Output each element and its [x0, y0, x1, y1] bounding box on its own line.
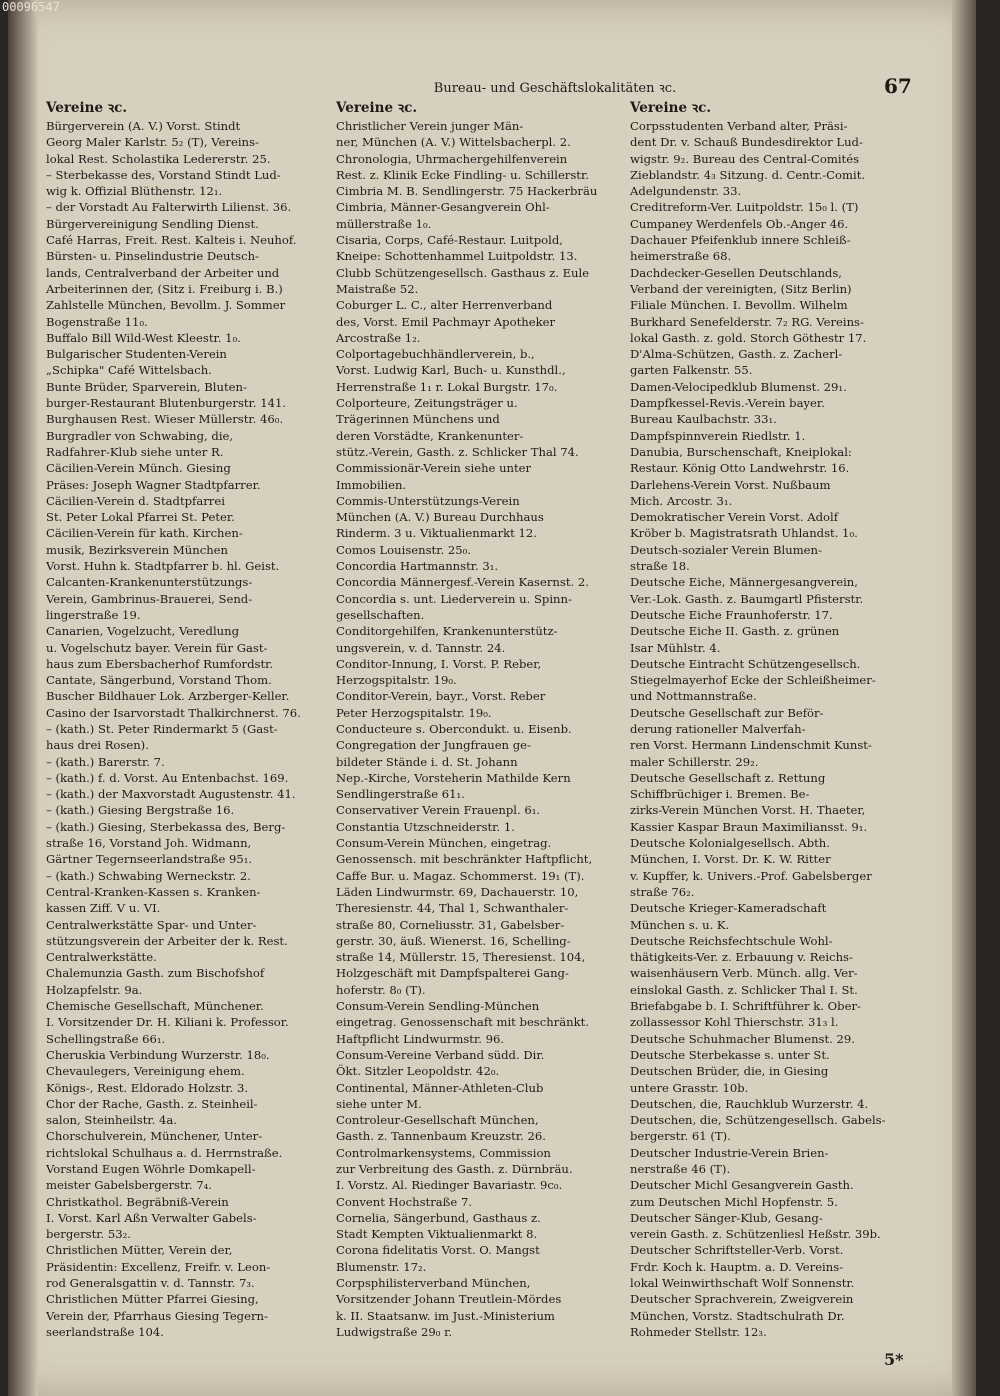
directory-entry-line: haus drei Rosen). — [46, 738, 149, 753]
directory-entry-line: Centralwerkstätte. — [46, 950, 157, 965]
directory-entry-line: Verein, Gambrinus-Brauerei, Send- — [46, 591, 253, 606]
directory-entry-line: Conditor-Innung, I. Vorst. P. Reber, — [336, 656, 542, 671]
directory-entry-line: Corpsstudenten Verband alter, Präsi- — [630, 119, 848, 133]
directory-column-2 — [336, 100, 626, 1340]
directory-entry-line: Corpsphilisterverband München, — [336, 1276, 531, 1291]
directory-entry-line: Radfahrer-Klub siehe unter R. — [46, 444, 224, 459]
directory-entry-line: Bureau Kaulbachstr. 33₁. — [630, 412, 777, 427]
column-heading: Vereine ꝛc. — [46, 100, 128, 116]
directory-entry-line: eingetrag. Genossenschaft mit beschränkt. — [336, 1015, 590, 1030]
directory-entry-line: verein Gasth. z. Schützenliesl Heßstr. 39b. — [630, 1227, 881, 1242]
directory-entry-line: Genossensch. mit beschränkter Haftpflicht, — [336, 852, 593, 867]
directory-entry-line: Kneipe: Schottenhammel Luitpoldstr. 13. — [336, 249, 578, 264]
directory-entry-line: Kröber b. Magistratsrath Uhlandst. 1₀. — [630, 526, 858, 541]
directory-entry-line: Consum-Verein München, eingetrag. — [336, 836, 552, 851]
directory-entry-line: Coburger L. C., alter Herrenverband — [336, 298, 553, 313]
directory-entry-line: stützungsverein der Arbeiter der k. Rest. — [46, 933, 288, 948]
directory-entry-line: Cisaria, Corps, Café-Restaur. Luitpold, — [336, 233, 563, 248]
directory-entry-line: Deutscher Schriftsteller-Verb. Vorst. — [630, 1243, 844, 1258]
directory-entry-line: Immobilien. — [336, 477, 407, 492]
directory-entry-line: Cornelia, Sängerbund, Gasthaus z. — [336, 1210, 541, 1225]
directory-entry-line: Arbeiterinnen der, (Sitz i. Freiburg i. B.) — [46, 281, 283, 296]
directory-entry-line: I. Vorst. Karl Aßn Verwalter Gabels- — [46, 1210, 257, 1225]
directory-entry-line: wig k. Offizial Blüthenstr. 12₁. — [46, 184, 223, 199]
directory-entry-line: Deutschen Brüder, die, in Giesing — [630, 1064, 829, 1079]
directory-entry-line: und Nottmannstraße. — [630, 689, 757, 704]
directory-entry-line: Bogenstraße 11₀. — [46, 314, 148, 329]
directory-entry-line: Buscher Bildhauer Lok. Arzberger-Keller. — [46, 689, 290, 704]
directory-entry-line: Chevaulegers, Vereinigung ehem. — [46, 1064, 245, 1079]
directory-entry-line: Briefabgabe b. I. Schriftführer k. Ober- — [630, 999, 861, 1014]
directory-entry-line: Centralwerkstätte Spar- und Unter- — [46, 917, 257, 932]
directory-entry-line: ren Vorst. Hermann Lindenschmit Kunst- — [630, 738, 872, 753]
directory-entry-line: – (kath.) St. Peter Rindermarkt 5 (Gast- — [46, 721, 278, 736]
directory-entry-line: musik, Bezirksverein München — [46, 542, 228, 557]
directory-entry-line: Concordia s. unt. Liederverein u. Spinn- — [336, 591, 572, 606]
directory-entry-line: garten Falkenstr. 55. — [630, 363, 753, 378]
directory-entry-line: Rest. z. Klinik Ecke Findling- u. Schillerstr. — [336, 167, 589, 182]
directory-entry-line: Cäcilien-Verein d. Stadtpfarrei — [46, 493, 225, 508]
directory-entry-line: I. Vorstz. Al. Riedinger Bavariastr. 9c₀. — [336, 1178, 563, 1193]
previous-page-edge — [8, 0, 38, 1396]
directory-entry-line: Concordia Männergesf.-Verein Kasernst. 2. — [336, 575, 589, 590]
directory-entry-line: zollassessor Kohl Thierschstr. 31₃ l. — [630, 1015, 839, 1030]
directory-entry-line: Rinderm. 3 u. Viktualienmarkt 12. — [336, 526, 537, 541]
directory-entry-line: straße 76₂. — [630, 884, 695, 899]
directory-entry-line: hoferstr. 8₀ (T). — [336, 982, 426, 997]
directory-entry-line: Frdr. Koch k. Hauptm. a. D. Vereins- — [630, 1259, 844, 1274]
directory-entry-line: Läden Lindwurmstr. 69, Dachauerstr. 10, — [336, 884, 579, 899]
directory-entry-line: Colportagebuchhändlerverein, b., — [336, 347, 535, 362]
directory-entry-line: Chor der Rache, Gasth. z. Steinheil- — [46, 1096, 258, 1111]
directory-entry-line: Bunte Brüder, Sparverein, Bluten- — [46, 379, 247, 394]
running-header: Bureau- und Geschäftslokalitäten ꝛc. — [433, 81, 677, 96]
directory-entry-line: Cumpaney Werdenfels Ob.-Anger 46. — [630, 216, 849, 231]
directory-entry-line: Peter Herzogspitalstr. 19₀. — [336, 705, 492, 720]
directory-entry-line: Burgradler von Schwabing, die, — [46, 428, 234, 443]
directory-entry-line: Trägerinnen Münchens und — [336, 412, 500, 427]
directory-entry-line: Casino der Isarvorstadt Thalkirchnerst. 76. — [46, 705, 301, 720]
directory-entry-line: Holzapfelstr. 9a. — [46, 982, 143, 997]
directory-entry-line: Deutschen, die, Schützengesellsch. Gabels- — [630, 1113, 886, 1128]
directory-entry-line: Clubb Schützengesellsch. Gasthaus z. Eule — [336, 265, 590, 280]
directory-entry-line: einslokal Gasth. z. Schlicker Thal I. St. — [630, 982, 858, 997]
directory-entry-line: Café Harras, Freit. Rest. Kalteis i. Neuhof. — [46, 233, 297, 248]
directory-entry-line: Stadt Kempten Viktualienmarkt 8. — [336, 1227, 538, 1242]
directory-entry-line: Vorst. Ludwig Karl, Buch- u. Kunsthdl., — [336, 363, 566, 378]
directory-entry-line: Burkhard Senefelderstr. 7₂ RG. Vereins- — [630, 314, 864, 329]
directory-entry-line: – (kath.) f. d. Vorst. Au Entenbachst. 169. — [46, 770, 289, 785]
directory-entry-line: Congregation der Jungfrauen ge- — [336, 738, 531, 753]
directory-entry-line: Christlichen Mütter Pfarrei Giesing, — [46, 1292, 259, 1307]
directory-entry-line: Ludwigstraße 29₀ r. — [336, 1324, 453, 1339]
directory-entry-line: burger-Restaurant Blutenburgerstr. 141. — [46, 396, 287, 411]
directory-entry-line: Deutscher Sprachverein, Zweigverein — [630, 1292, 854, 1307]
directory-entry-line: richtslokal Schulhaus a. d. Herrnstraße. — [46, 1145, 283, 1160]
directory-entry-line: v. Kupffer, k. Univers.-Prof. Gabelsberger — [630, 868, 872, 883]
directory-entry-line: München (A. V.) Bureau Durchhaus — [336, 510, 544, 525]
directory-entry-line: lokal Rest. Scholastika Ledererstr. 25. — [46, 151, 271, 166]
directory-entry-line: Georg Maler Karlstr. 5₂ (T), Vereins- — [46, 135, 259, 150]
directory-entry-line: lokal Gasth. z. gold. Storch Göthestr 17. — [630, 330, 867, 345]
directory-entry-line: Bürgerverein (A. V.) Vorst. Stindt — [46, 119, 241, 133]
directory-entry-line: Zieblandstr. 4₃ Sitzung. d. Centr.-Comit. — [630, 167, 866, 182]
directory-entry-line: Blumenstr. 17₂. — [336, 1259, 427, 1274]
column-heading: Vereine ꝛc. — [630, 100, 712, 116]
directory-entry-line: ner, München (A. V.) Wittelsbacherpl. 2. — [336, 135, 571, 150]
directory-entry-line: Stiegelmayerhof Ecke der Schleißheimer- — [630, 673, 876, 688]
directory-entry-line: Christlichen Mütter, Verein der, — [46, 1243, 233, 1258]
directory-entry-line: lands, Centralverband der Arbeiter und — [46, 265, 280, 280]
directory-entry-line: gesellschaften. — [336, 607, 425, 622]
directory-entry-line: Ver.-Lok. Gasth. z. Baumgartl Pfisterstr. — [630, 591, 864, 606]
next-page-edge — [952, 0, 976, 1396]
directory-entry-line: Darlehens-Verein Vorst. Nußbaum — [630, 477, 831, 492]
signature-mark: 5* — [884, 1350, 904, 1369]
directory-entry-line: Schiffbrüchiger i. Bremen. Be- — [630, 787, 810, 802]
directory-entry-line: – (kath.) Schwabing Werneckstr. 2. — [46, 868, 251, 883]
directory-entry-line: Danubia, Burschenschaft, Kneiplokal: — [630, 444, 852, 459]
directory-entry-line: Damen-Velocipedklub Blumenst. 29₁. — [630, 379, 847, 394]
directory-entry-line: heimerstraße 68. — [630, 249, 732, 264]
directory-entry-line: Rohmeder Stellstr. 12₃. — [630, 1324, 767, 1339]
directory-entry-line: haus zum Ebersbacherhof Rumfordstr. — [46, 656, 274, 671]
directory-entry-line: Chronologia, Uhrmachergehilfenverein — [336, 151, 568, 166]
directory-entry-line: Commis-Unterstützungs-Verein — [336, 493, 520, 508]
directory-entry-line: Cimbria, Männer-Gesangverein Ohl- — [336, 200, 550, 215]
directory-entry-line: Deutschen, die, Rauchklub Wurzerstr. 4. — [630, 1096, 869, 1111]
directory-entry-line: thätigkeits-Ver. z. Erbauung v. Reichs- — [630, 950, 853, 965]
directory-entry-line: straße 80, Corneliusstr. 31, Gabelsber- — [336, 917, 565, 932]
directory-entry-line: seerlandstraße 104. — [46, 1324, 164, 1339]
directory-entry-line: Holzgeschäft mit Dampfspalterei Gang- — [336, 966, 569, 981]
directory-entry-line: Bulgarischer Studenten-Verein — [46, 347, 227, 362]
directory-entry-line: derung rationeller Malverfah- — [630, 721, 806, 736]
directory-entry-line: Dampfspinnverein Riedlstr. 1. — [630, 428, 806, 443]
directory-entry-line: gerstr. 30, äuß. Wienerst. 16, Schelling- — [336, 933, 571, 948]
directory-entry-line: Haftpflicht Lindwurmstr. 96. — [336, 1031, 505, 1046]
page-number: 67 — [884, 74, 912, 98]
directory-entry-line: Deutsche Eintracht Schützengesellsch. — [630, 656, 861, 671]
directory-entry-line: Dampfkessel-Revis.-Verein bayer. — [630, 396, 825, 411]
directory-entry-line: Buffalo Bill Wild-West Kleestr. 1₀. — [46, 330, 241, 345]
directory-entry-line: Adelgundenstr. 33. — [630, 184, 742, 199]
directory-entry-line: Schellingstraße 66₁. — [46, 1031, 166, 1046]
directory-entry-line: – (kath.) Barerstr. 7. — [46, 754, 165, 769]
directory-entry-line: bergerstr. 53₂. — [46, 1227, 131, 1242]
directory-entry-line: Deutsche Sterbekasse s. unter St. — [630, 1047, 830, 1062]
directory-entry-line: nerstraße 46 (T). — [630, 1162, 731, 1176]
directory-entry-line: Verband der vereinigten, (Sitz Berlin) — [630, 281, 852, 296]
directory-entry-line: Verein der, Pfarrhaus Giesing Tegern- — [46, 1308, 268, 1323]
directory-entry-line: – (kath.) der Maxvorstadt Augustenstr. 41. — [46, 787, 296, 802]
directory-entry-line: Deutsch-sozialer Verein Blumen- — [630, 542, 822, 557]
directory-entry-line: u. Vogelschutz bayer. Verein für Gast- — [46, 640, 268, 655]
directory-entry-line: Deutscher Industrie-Verein Brien- — [630, 1145, 829, 1160]
directory-entry-line: Consum-Verein Sendling-München — [336, 999, 540, 1014]
directory-entry-line: Creditreform-Ver. Luitpoldstr. 15₀ l. (T) — [630, 200, 859, 215]
directory-entry-line: Theresienstr. 44, Thal 1, Schwanthaler- — [336, 901, 569, 916]
directory-entry-line: Central-Kranken-Kassen s. Kranken- — [46, 884, 261, 899]
directory-entry-line: Sendlingerstraße 61₁. — [336, 787, 465, 802]
directory-entry-line: kassen Ziff. V u. VI. — [46, 901, 161, 916]
directory-entry-line: Cimbria M. B. Sendlingerstr. 75 Hackerbräu — [336, 184, 598, 199]
directory-entry-line: Präses: Joseph Wagner Stadtpfarrer. — [46, 477, 261, 492]
directory-entry-line: des, Vorst. Emil Pachmayr Apotheker — [336, 314, 555, 329]
directory-entry-line: k. II. Staatsanw. im Just.-Ministerium — [336, 1308, 555, 1323]
directory-entry-line: Gärtner Tegernseerlandstraße 95₁. — [46, 852, 253, 867]
directory-entry-line: – (kath.) Giesing Bergstraße 16. — [46, 803, 235, 818]
directory-entry-line: Conducteure s. Obercondukt. u. Eisenb. — [336, 721, 572, 736]
directory-entry-line: zum Deutschen Michl Hopfenstr. 5. — [630, 1194, 838, 1209]
directory-entry-line: Deutsche Gesellschaft z. Rettung — [630, 770, 826, 785]
directory-entry-line: Dachauer Pfeifenklub innere Schleiß- — [630, 233, 851, 248]
directory-entry-line: Deutsche Schuhmacher Blumenst. 29. — [630, 1031, 855, 1046]
directory-entry-line: Demokratischer Verein Vorst. Adolf — [630, 510, 838, 525]
directory-column-3 — [630, 100, 920, 1340]
directory-entry-line: salon, Steinheilstr. 4a. — [46, 1113, 177, 1128]
directory-entry-line: bildeter Stände i. d. St. Johann — [336, 754, 518, 769]
directory-entry-line: waisenhäusern Verb. Münch. allg. Ver- — [630, 966, 858, 981]
directory-entry-line: Deutsche Gesellschaft zur Beför- — [630, 705, 824, 720]
column-heading: Vereine ꝛc. — [336, 100, 418, 116]
directory-entry-line: Chemische Gesellschaft, Münchener. — [46, 999, 264, 1014]
directory-entry-line: Controleur-Gesellschaft München, — [336, 1113, 539, 1128]
directory-entry-line: Consum-Vereine Verband südd. Dir. — [336, 1047, 545, 1062]
directory-entry-line: Cäcilien-Verein für kath. Kirchen- — [46, 526, 243, 541]
directory-entry-line: „Schipka" Café Wittelsbach. — [46, 363, 212, 378]
directory-entry-line: Comos Louisenstr. 25₀. — [336, 542, 471, 557]
directory-entry-line: siehe unter M. — [336, 1096, 422, 1111]
directory-entry-line: Continental, Männer-Athleten-Club — [336, 1080, 544, 1095]
directory-entry-line: Ökt. Sitzler Leopoldstr. 42₀. — [336, 1064, 500, 1079]
directory-entry-line: deren Vorstädte, Krankenunter- — [336, 428, 524, 443]
directory-entry-line: Deutsche Eiche Fraunhoferstr. 17. — [630, 607, 833, 622]
directory-entry-line: Vorst. Huhn k. Stadtpfarrer b. hl. Geist. — [46, 559, 280, 574]
directory-entry-line: Calcanten-Krankenunterstützungs- — [46, 575, 253, 590]
directory-entry-line: Chorschulverein, Münchener, Unter- — [46, 1129, 263, 1144]
directory-entry-line: Nep.-Kirche, Vorsteherin Mathilde Kern — [336, 770, 571, 785]
directory-entry-line: lokal Weinwirthschaft Wolf Sonnenstr. — [630, 1276, 855, 1291]
directory-entry-line: Königs-, Rest. Eldorado Holzstr. 3. — [46, 1080, 249, 1095]
directory-entry-line: München, I. Vorst. Dr. K. W. Ritter — [630, 852, 831, 867]
directory-entry-line: Isar Mühlstr. 4. — [630, 640, 721, 655]
directory-entry-line: Zahlstelle München, Bevollm. J. Sommer — [46, 298, 286, 313]
directory-entry-line: Deutscher Sänger-Klub, Gesang- — [630, 1210, 823, 1225]
directory-entry-line: Arcostraße 1₂. — [336, 330, 421, 345]
directory-entry-line: Cheruskia Verbindung Wurzerstr. 18₀. — [46, 1047, 270, 1062]
directory-entry-line: Cäcilien-Verein Münch. Giesing — [46, 461, 231, 476]
directory-entry-line: dent Dr. v. Schauß Bundesdirektor Lud- — [630, 135, 863, 150]
directory-entry-line: Christkathol. Begräbniß-Verein — [46, 1194, 229, 1209]
directory-entry-line: maler Schillerstr. 29₂. — [630, 754, 759, 769]
directory-entry-line: Conditor-Verein, bayr., Vorst. Reber — [336, 689, 546, 704]
directory-entry-line: Deutsche Kolonialgesellsch. Abth. — [630, 836, 830, 851]
directory-entry-line: Bürsten- u. Pinselindustrie Deutsch- — [46, 249, 259, 264]
directory-entry-line: Colporteure, Zeitungsträger u. — [336, 396, 518, 411]
directory-entry-line: ungsverein, v. d. Tannstr. 24. — [336, 640, 506, 655]
directory-entry-line: Bürgervereinigung Sendling Dienst. — [46, 216, 259, 231]
directory-entry-line: zur Verbreitung des Gasth. z. Dürnbräu. — [336, 1162, 573, 1176]
directory-entry-line: Maistraße 52. — [336, 281, 419, 296]
directory-entry-line: Commissionär-Verein siehe unter — [336, 461, 532, 476]
directory-entry-line: Herzogspitalstr. 19₀. — [336, 673, 457, 688]
directory-entry-line: St. Peter Lokal Pfarrei St. Peter. — [46, 510, 235, 525]
directory-entry-line: – Sterbekasse des, Vorstand Stindt Lud- — [46, 167, 281, 182]
directory-entry-line: Filiale München. I. Bevollm. Wilhelm — [630, 298, 848, 313]
directory-entry-line: wigstr. 9₂. Bureau des Central-Comités — [630, 151, 860, 166]
directory-entry-line: Conditorgehilfen, Krankenunterstütz- — [336, 624, 558, 639]
directory-entry-line: Christlicher Verein junger Män- — [336, 119, 524, 133]
directory-entry-line: Gasth. z. Tannenbaum Kreuzstr. 26. — [336, 1129, 546, 1144]
directory-entry-line: Vorstand Eugen Wöhrle Domkapell- — [46, 1162, 256, 1176]
directory-entry-line: Caffe Bur. u. Magaz. Schommerst. 19₁ (T). — [336, 868, 585, 883]
directory-entry-line: Deutscher Michl Gesangverein Gasth. — [630, 1178, 854, 1193]
directory-column-1 — [46, 100, 331, 1340]
scan-id: 00096547 — [2, 0, 60, 14]
directory-entry-line: Deutsche Eiche II. Gasth. z. grünen — [630, 624, 840, 639]
directory-entry-line: Cantate, Sängerbund, Vorstand Thom. — [46, 673, 272, 688]
directory-entry-line: straße 14, Müllerstr. 15, Theresienst. 104, — [336, 950, 586, 965]
directory-entry-line: Mich. Arcostr. 3₁. — [630, 493, 733, 508]
directory-entry-line: Deutsche Reichsfechtschule Wohl- — [630, 933, 833, 948]
directory-entry-line: Deutsche Eiche, Männergesangverein, — [630, 575, 858, 590]
directory-entry-line: – (kath.) Giesing, Sterbekassa des, Berg- — [46, 819, 286, 834]
directory-entry-line: Präsidentin: Excellenz, Freifr. v. Leon- — [46, 1259, 271, 1274]
directory-entry-line: Controlmarkensystems, Commission — [336, 1145, 551, 1160]
directory-entry-line: – der Vorstadt Au Falterwirth Lilienst. 36. — [46, 200, 292, 215]
directory-entry-line: Deutsche Krieger-Kameradschaft — [630, 901, 827, 916]
directory-entry-line: Concordia Hartmannstr. 3₁. — [336, 559, 499, 574]
directory-entry-line: lingerstraße 19. — [46, 607, 141, 622]
directory-entry-line: bergerstr. 61 (T). — [630, 1129, 731, 1144]
directory-entry-line: zirks-Verein München Vorst. H. Thaeter, — [630, 803, 866, 818]
directory-entry-line: Burghausen Rest. Wieser Müllerstr. 46₀. — [46, 412, 284, 427]
directory-entry-line: Canarien, Vogelzucht, Veredlung — [46, 624, 240, 639]
directory-entry-line: Herrenstraße 1₁ r. Lokal Burgstr. 17₀. — [336, 379, 558, 394]
directory-entry-line: München s. u. K. — [630, 917, 730, 932]
directory-entry-line: Conservativer Verein Frauenpl. 6₁. — [336, 803, 541, 818]
directory-entry-line: D'Alma-Schützen, Gasth. z. Zacherl- — [630, 347, 843, 362]
directory-entry-line: untere Grasstr. 10b. — [630, 1080, 749, 1095]
directory-entry-line: Restaur. König Otto Landwehrstr. 16. — [630, 461, 850, 476]
directory-entry-line: straße 18. — [630, 559, 690, 574]
directory-entry-line: Constantia Utzschneiderstr. 1. — [336, 819, 515, 834]
directory-entry-line: stütz.-Verein, Gasth. z. Schlicker Thal 74. — [336, 444, 579, 459]
directory-entry-line: straße 16, Vorstand Joh. Widmann, — [46, 836, 252, 851]
directory-entry-line: Corona fidelitatis Vorst. O. Mangst — [336, 1243, 540, 1258]
directory-entry-line: I. Vorsitzender Dr. H. Kiliani k. Professor. — [46, 1015, 289, 1030]
directory-entry-line: Dachdecker-Gesellen Deutschlands, — [630, 265, 842, 280]
directory-entry-line: meister Gabelsbergerstr. 7₄. — [46, 1178, 212, 1193]
directory-entry-line: Convent Hochstraße 7. — [336, 1194, 473, 1209]
directory-entry-line: Vorsitzender Johann Treutlein-Mördes — [336, 1292, 562, 1307]
directory-entry-line: München, Vorstz. Stadtschulrath Dr. — [630, 1308, 845, 1323]
directory-entry-line: rod Generalsgattin v. d. Tannstr. 7₃. — [46, 1276, 255, 1291]
directory-entry-line: müllerstraße 1₀. — [336, 216, 432, 231]
directory-entry-line: Chalemunzia Gasth. zum Bischofshof — [46, 966, 265, 981]
directory-entry-line: Kassier Kaspar Braun Maximiliansst. 9₁. — [630, 819, 868, 834]
